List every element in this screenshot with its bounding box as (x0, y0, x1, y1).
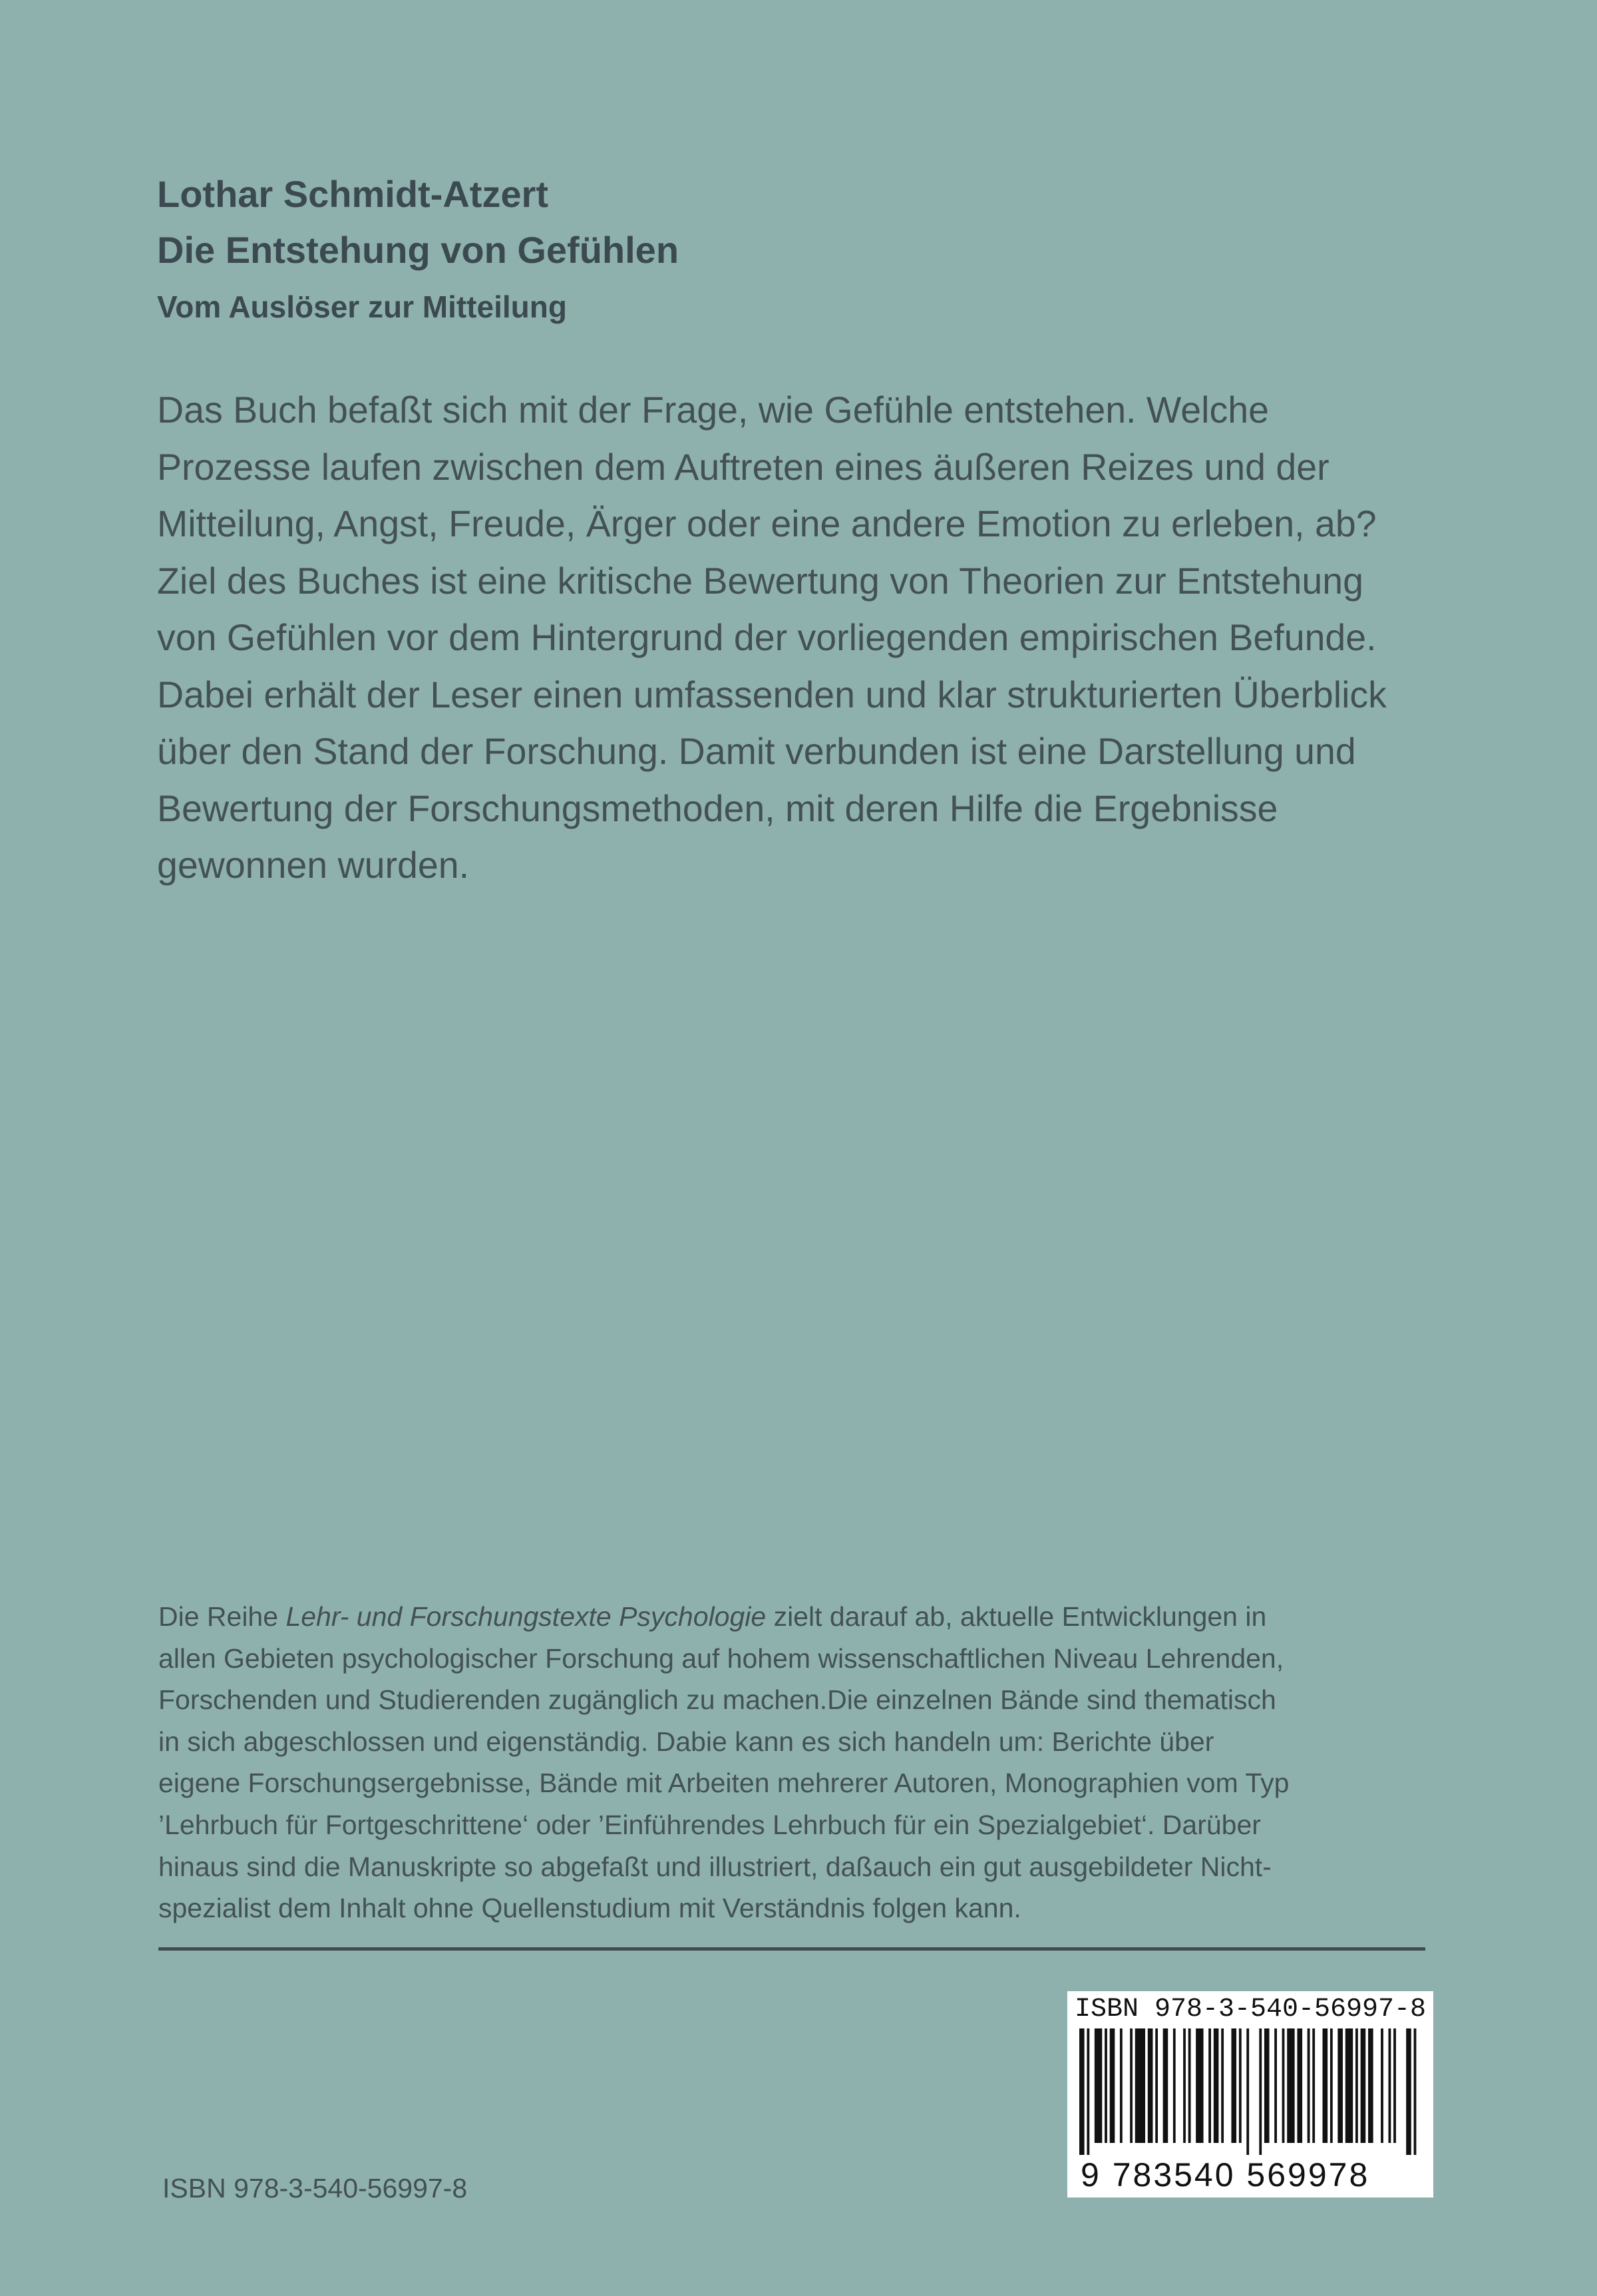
barcode-bar (1079, 2028, 1085, 2155)
isbn-label: ISBN 978-3-540-56997-8 (162, 2173, 468, 2203)
cover-header (157, 166, 679, 333)
barcode-bar (1221, 2028, 1224, 2143)
barcode-bars (1079, 2028, 1421, 2155)
series-line: in sich abgeschlossen und eigenständig. Dabie kann es sich handeln um: Berichte über (158, 1726, 1214, 1757)
barcode-isbn-label: ISBN 978-3-540-56997-8 (1074, 1995, 1427, 2024)
barcode-bar (1135, 2028, 1145, 2143)
barcode-bar (1105, 2028, 1107, 2143)
horizontal-divider (158, 1947, 1425, 1951)
barcode-bar (1368, 2028, 1373, 2143)
barcode-bar (1287, 2028, 1294, 2143)
series-line: allen Gebieten psychologischer Forschung auf hohem wissenschaftlichen Niveau Lehrenden, (158, 1642, 1284, 1674)
barcode-bar (1406, 2028, 1411, 2155)
series-line: spezialist dem Inhalt ohne Quellenstudium mit Verständnis folgen kann. (158, 1893, 1021, 1924)
description-paragraph: Ziel des Buches ist eine kritische Bewertung von Theorien zur Entstehung von Gefühlen vor dem Hintergrund der vorliegenden empirischen Befunde. Dabei erhält der Leser einen umfassenden und klar strukturierten Überblick über den Stand der Forschung. Damit verbunden ist eine Darstellung und Bewertung der Forschungsmethoden, mit deren Hilfe die Ergebnisse gewonnen wurden. (157, 560, 1387, 886)
barcode-bar (1239, 2028, 1242, 2143)
book-description (157, 382, 1428, 894)
author-name: Lothar Schmidt-Atzert (157, 173, 548, 215)
barcode-bar (1308, 2028, 1310, 2143)
barcode-bar (1393, 2028, 1396, 2143)
barcode-bar (1196, 2028, 1203, 2143)
barcode-bar (1414, 2028, 1417, 2155)
barcode-bar (1087, 2028, 1089, 2155)
barcode-bar (1148, 2028, 1153, 2143)
barcode-bar (1274, 2028, 1277, 2143)
series-blurb (158, 1596, 1423, 1929)
barcode-bar (1381, 2028, 1383, 2143)
series-intro: Die Reihe (158, 1601, 286, 1632)
barcode-bar (1130, 2028, 1133, 2143)
book-subtitle: Vom Auslöser zur Mitteilung (157, 289, 567, 324)
series-line-rest: zielt darauf ab, aktuelle Entwicklungen in (766, 1601, 1267, 1632)
barcode-bar (1110, 2028, 1115, 2143)
description-paragraph: Das Buch befaßt sich mit der Frage, wie Gefühle entstehen. Welche Prozesse laufen zwischen dem Auftreten eines äußeren Reizes und der Mitteilung, Angst, Freude, Ärger oder eine andere Emotion zu erleben, ab? (157, 389, 1377, 544)
barcode-bar (1259, 2028, 1262, 2155)
barcode-bar (1208, 2028, 1211, 2143)
barcode-bar (1361, 2028, 1366, 2143)
barcode-bar (1345, 2028, 1353, 2143)
barcode-bar (1323, 2028, 1328, 2143)
series-line (158, 1596, 1423, 1638)
barcode-bar (1264, 2028, 1270, 2143)
barcode-bar (1231, 2028, 1236, 2143)
barcode-bar (1297, 2028, 1302, 2143)
series-line: ’Lehrbuch für Fortgeschrittene‘ oder ’Einführendes Lehrbuch für ein Spezialgebiet‘. Darüber (158, 1809, 1261, 1840)
barcode-bar (1330, 2028, 1333, 2143)
barcode-bar (1337, 2028, 1343, 2143)
series-line: hinaus sind die Manuskripte so abgefaßt und illustriert, daßauch ein gut ausgebildeter Nicht- (158, 1851, 1272, 1882)
barcode-bar (1163, 2028, 1168, 2143)
barcode-bar (1155, 2028, 1158, 2143)
barcode-bar (1183, 2028, 1186, 2143)
barcode-bar (1355, 2028, 1358, 2143)
barcode-bar (1282, 2028, 1285, 2143)
barcode-bar (1214, 2028, 1219, 2143)
barcode-bar (1312, 2028, 1315, 2143)
barcode-bar (1120, 2028, 1123, 2143)
barcode-bar (1246, 2028, 1249, 2155)
book-title: Die Entstehung von Gefühlen (157, 229, 679, 271)
barcode-bar (1389, 2028, 1391, 2143)
barcode-bar (1173, 2028, 1176, 2143)
barcode-bar (1188, 2028, 1191, 2143)
series-line: eigene Forschungsergebnisse, Bände mit Arbeiten mehrerer Autoren, Monographien vom Typ (158, 1768, 1290, 1799)
series-line: Forschenden und Studierenden zugänglich zu machen.Die einzelnen Bände sind thematisch (158, 1684, 1276, 1716)
barcode (1067, 1991, 1433, 2198)
barcode-digits: 9 783540 569978 (1081, 2156, 1370, 2194)
series-name: Lehr- und Forschungstexte Psychologie (285, 1601, 767, 1632)
barcode-bar (1095, 2028, 1102, 2143)
